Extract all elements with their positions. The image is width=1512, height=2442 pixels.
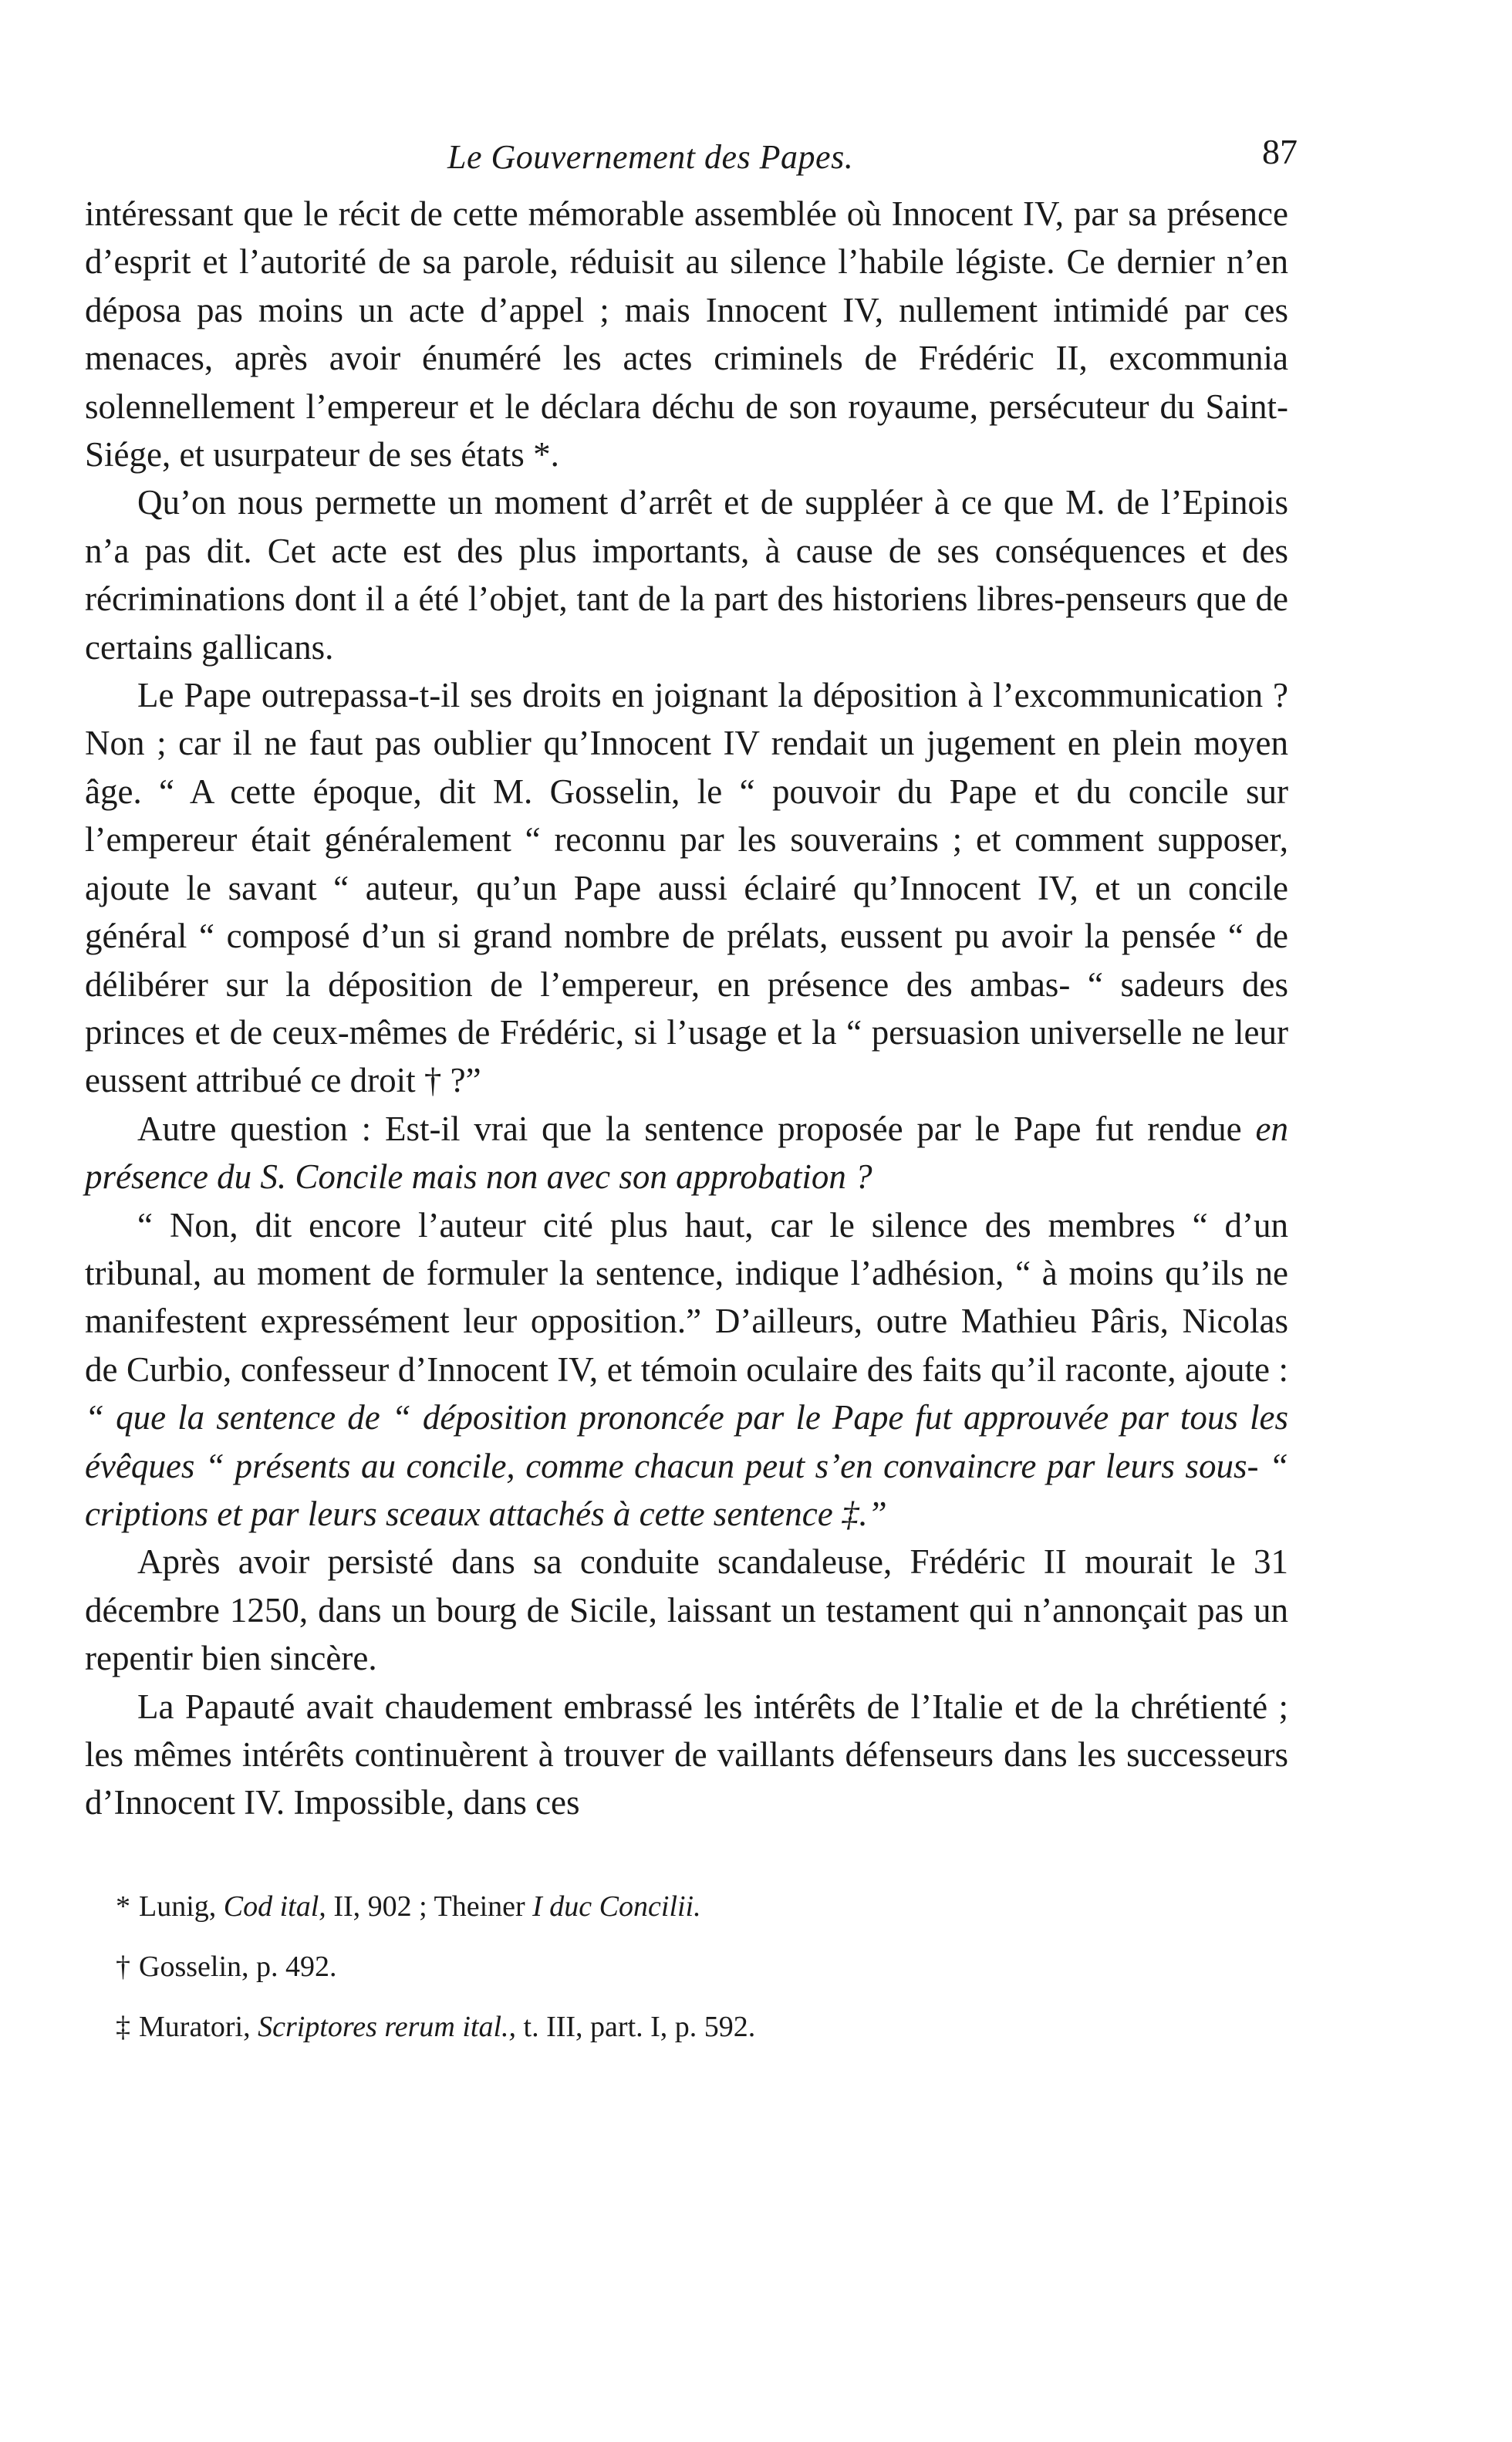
footnote-text: Gosselin, p. 492. <box>139 1950 337 1983</box>
paragraph-3: Le Pape outrepassa-t-il ses droits en joignant la déposition à l’excommunication ? Non ; car il ne faut pas oublier qu’Innocent IV rendait un jugement en plein moyen âge. “ A cette époque, dit M. Gosselin, le “ pouvoir du Pape et du concile sur l’empereur était généralement “ reconnu par les souverains ; et comment supposer, ajoute le savant “ auteur, qu’un Pape aussi éclairé qu’Innocent IV, et un concile général “ composé d’un si grand nombre de prélats, eussent pu avoir la pensée “ de délibérer sur la déposition de l’empereur, en présence des ambas- “ sadeurs des princes et de ceux-mêmes de Frédéric, si l’usage et la “ persuasion universelle ne leur eussent attribué ce droit † ?” <box>85 676 1288 1100</box>
footnote-mark: † <box>116 1950 130 1983</box>
footnote-1 <box>116 1887 1288 1926</box>
paragraph-5 <box>85 1201 1288 1538</box>
footnote-text: II, 902 ; Theiner <box>333 1890 525 1923</box>
quote-text: “ Non, dit encore l’auteur cité plus haut, car le silence des membres “ d’un tribunal, au moment de formuler la sentence, indique l’adhésion, “ à moins qu’ils ne manifestent expressément leur opposition.” D’ailleurs, outre Mathieu Pâris, Nicolas de Curbio, confesseur d’Innocent IV, et témoin oculaire des faits qu’il raconte, ajoute : <box>85 1205 1288 1389</box>
paragraph-2: Qu’on nous permette un moment d’arrêt et de suppléer à ce que M. de l’Epinois n’a pas dit. Cet acte est des plus importants, à cause de ses conséquences et des récriminations dont il a été l’objet, tant de la part des historiens libres-penseurs que de certains gallicans. <box>85 483 1288 667</box>
book-page <box>85 116 1298 2068</box>
paragraph-6: Après avoir persisté dans sa conduite scandaleuse, Frédéric II mourait le 31 décembre 1250, dans un bourg de Sicile, laissant un testament qui n’annonçait pas un repentir bien sincère. <box>85 1542 1288 1678</box>
paragraph-7: La Papauté avait chaudement embrassé les intérêts de l’Italie et de la chrétienté ; les mêmes intérêts continuèrent à trouver de vaillants défenseurs dans les successeurs d’Innocent IV. Impossible, dans ces <box>85 1687 1288 1822</box>
question-text: Autre question : Est-il vrai que la sentence proposée par le Pape fut rendue <box>137 1109 1242 1148</box>
footnote-mark: ‡ <box>116 2010 130 2043</box>
question-italic: en présence du S. Concile mais non avec son approbation ? <box>85 1109 1289 1197</box>
quote-italic: “ que la sentence de “ déposition prononcée par le Pape fut approuvée par tous les évêques “ présents au concile, comme chacun peut s’en convaincre par leurs sous- “ criptions et par leurs sceaux attachés à cette sentence ‡.” <box>85 1398 1288 1533</box>
footnote-2 <box>116 1947 1288 1986</box>
page-header <box>85 116 1298 176</box>
footnote-italic: I duc Concilii. <box>532 1890 701 1923</box>
running-title: Le Gouvernement des Papes. <box>447 138 854 176</box>
body-text <box>85 190 1288 1827</box>
footnote-italic: Scriptores rerum ital., <box>258 2010 517 2043</box>
paragraph-4 <box>85 1105 1288 1201</box>
footnote-3 <box>116 2008 1288 2046</box>
footnotes <box>85 1887 1288 2046</box>
footnote-text: Muratori, <box>139 2010 251 2043</box>
footnote-text: Lunig, <box>139 1890 217 1923</box>
footnote-text: t. III, part. I, p. 592. <box>523 2010 756 2043</box>
paragraph-1: intéressant que le récit de cette mémorable assemblée où Innocent IV, par sa présence d’esprit et l’autorité de sa parole, réduisit au silence l’habile légiste. Ce dernier n’en déposa pas moins un acte d’appel ; mais Innocent IV, nullement intimidé par ces menaces, après avoir énuméré les actes criminels de Frédéric II, excommunia solennellement l’empereur et le déclara déchu de son royaume, persécuteur du Saint-Siége, et usurpateur de ses états *. <box>85 194 1288 475</box>
page-number: 87 <box>1262 132 1298 171</box>
footnote-mark: * <box>116 1890 130 1923</box>
footnote-italic: Cod ital, <box>223 1890 326 1923</box>
